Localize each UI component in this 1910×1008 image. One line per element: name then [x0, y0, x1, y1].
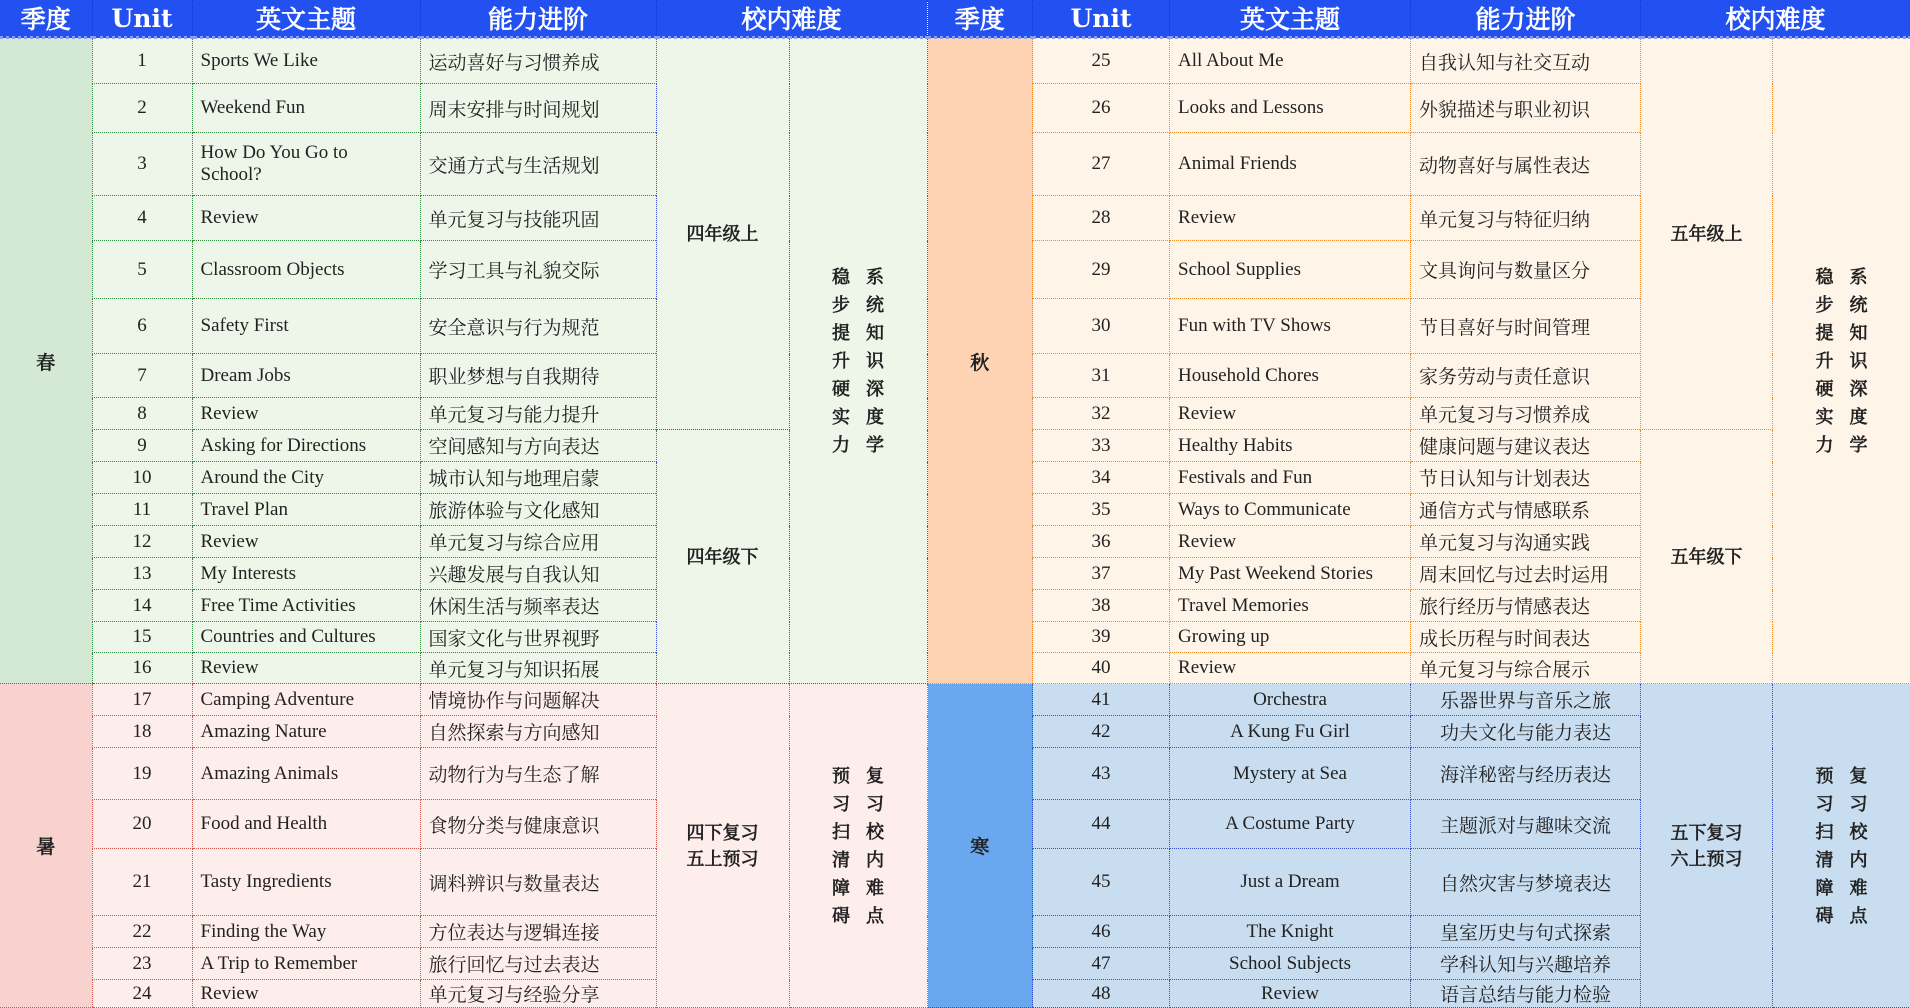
ability-progression: 语言总结与能力检验: [1411, 980, 1641, 1008]
table-row: [928, 430, 1910, 462]
english-topic: Review: [1170, 398, 1411, 430]
unit-number: 32: [1033, 398, 1170, 430]
difficulty-cell: [789, 38, 927, 684]
english-topic: Sports We Like: [192, 38, 420, 84]
difficulty-char: 内: [1849, 849, 1868, 870]
english-topic: Review: [1170, 196, 1411, 241]
unit-number: 38: [1033, 590, 1170, 622]
difficulty-char: 提: [832, 323, 850, 343]
difficulty-char: 识: [866, 351, 884, 371]
unit-number: 41: [1033, 684, 1170, 716]
ability-progression: 主题派对与趣味交流: [1411, 800, 1641, 849]
unit-number: 4: [92, 196, 192, 241]
unit-number: 2: [92, 84, 192, 133]
difficulty-char: 碍: [832, 905, 850, 926]
difficulty-cell: [1773, 684, 1910, 1008]
difficulty-char: 知: [866, 323, 884, 343]
ability-progression: 单元复习与经验分享: [420, 980, 656, 1008]
ability-progression: 动物行为与生态了解: [420, 748, 656, 800]
unit-number: 47: [1033, 948, 1170, 980]
ability-progression: 单元复习与沟通实践: [1411, 526, 1641, 558]
english-topic: Fun with TV Shows: [1170, 299, 1411, 354]
difficulty-char: 学: [866, 435, 884, 455]
difficulty-char: 力: [832, 435, 850, 455]
header-row: [928, 0, 1910, 38]
ability-progression: 单元复习与能力提升: [420, 398, 656, 430]
unit-number: 25: [1033, 38, 1170, 84]
ability-progression: 安全意识与行为规范: [420, 299, 656, 354]
table-row: [928, 684, 1910, 716]
english-topic: Review: [1170, 526, 1411, 558]
column-header: 能力进阶: [420, 0, 656, 38]
ability-progression: 学科认知与兴趣培养: [1411, 948, 1641, 980]
ability-progression: 单元复习与综合展示: [1411, 653, 1641, 684]
unit-number: 34: [1033, 462, 1170, 494]
difficulty-char: 识: [1849, 351, 1868, 371]
difficulty-col2: [866, 263, 884, 459]
column-header: 校内难度: [1641, 0, 1910, 38]
left-table: [0, 0, 928, 1008]
difficulty-text: [798, 762, 919, 930]
grade-level-cell: 五下复习 六上预习: [1641, 684, 1773, 1008]
english-topic: Countries and Cultures: [192, 622, 420, 653]
english-topic: Review: [1170, 653, 1411, 684]
difficulty-char: 深: [866, 379, 884, 399]
english-topic: Orchestra: [1170, 684, 1411, 716]
ability-progression: 兴趣发展与自我认知: [420, 558, 656, 590]
ability-progression: 旅游体验与文化感知: [420, 494, 656, 526]
difficulty-char: 点: [1849, 905, 1868, 926]
ability-progression: 单元复习与知识拓展: [420, 653, 656, 684]
ability-progression: 乐器世界与音乐之旅: [1411, 684, 1641, 716]
difficulty-char: 难: [866, 877, 884, 898]
ability-progression: 交通方式与生活规划: [420, 133, 656, 196]
unit-number: 24: [92, 980, 192, 1008]
english-topic: Ways to Communicate: [1170, 494, 1411, 526]
english-topic: Asking for Directions: [192, 430, 420, 462]
grade-level-cell: 五年级下: [1641, 430, 1773, 684]
unit-number: 14: [92, 590, 192, 622]
difficulty-char: 预: [1815, 765, 1834, 786]
grade-level-cell: 五年级上: [1641, 38, 1773, 430]
difficulty-col1: [1816, 263, 1834, 459]
unit-number: 7: [92, 354, 192, 398]
difficulty-text: [1781, 762, 1902, 930]
column-header: Unit: [92, 0, 192, 38]
unit-number: 15: [92, 622, 192, 653]
ability-progression: 自然探索与方向感知: [420, 716, 656, 748]
difficulty-col2: [1850, 263, 1868, 459]
english-topic: Amazing Animals: [192, 748, 420, 800]
difficulty-char: 统: [1849, 295, 1868, 315]
difficulty-char: 点: [866, 905, 884, 926]
english-topic: Tasty Ingredients: [192, 849, 420, 916]
english-topic: Review: [192, 196, 420, 241]
season-cell: 寒: [928, 684, 1033, 1008]
unit-number: 33: [1033, 430, 1170, 462]
ability-progression: 海洋秘密与经历表达: [1411, 748, 1641, 800]
difficulty-text: [1781, 263, 1902, 459]
difficulty-char: 步: [1815, 295, 1834, 315]
english-topic: Food and Health: [192, 800, 420, 849]
english-topic: My Past Weekend Stories: [1170, 558, 1411, 590]
unit-number: 8: [92, 398, 192, 430]
grade-level-cell: 四年级下: [656, 430, 789, 684]
unit-number: 35: [1033, 494, 1170, 526]
unit-number: 21: [92, 849, 192, 916]
english-topic: Weekend Fun: [192, 84, 420, 133]
ability-progression: 旅行经历与情感表达: [1411, 590, 1641, 622]
ability-progression: 运动喜好与习惯养成: [420, 38, 656, 84]
ability-progression: 外貌描述与职业初识: [1411, 84, 1641, 133]
unit-number: 31: [1033, 354, 1170, 398]
difficulty-char: 系: [1849, 267, 1868, 287]
difficulty-cell: [1773, 38, 1910, 684]
difficulty-cell: [789, 684, 927, 1008]
english-topic: How Do You Go to School?: [192, 133, 420, 196]
difficulty-char: 实: [832, 407, 850, 427]
unit-number: 43: [1033, 748, 1170, 800]
ability-progression: 空间感知与方向表达: [420, 430, 656, 462]
unit-number: 44: [1033, 800, 1170, 849]
right-table: [928, 0, 1910, 1008]
ability-progression: 单元复习与技能巩固: [420, 196, 656, 241]
english-topic: A Kung Fu Girl: [1170, 716, 1411, 748]
english-topic: Healthy Habits: [1170, 430, 1411, 462]
unit-number: 37: [1033, 558, 1170, 590]
english-topic: Finding the Way: [192, 916, 420, 948]
column-header: Unit: [1033, 0, 1170, 38]
english-topic: The Knight: [1170, 916, 1411, 948]
unit-number: 20: [92, 800, 192, 849]
difficulty-char: 系: [866, 267, 884, 287]
ability-progression: 皇室历史与句式探索: [1411, 916, 1641, 948]
difficulty-char: 复: [1849, 765, 1868, 786]
english-topic: Household Chores: [1170, 354, 1411, 398]
unit-number: 11: [92, 494, 192, 526]
english-topic: Dream Jobs: [192, 354, 420, 398]
ability-progression: 调料辨识与数量表达: [420, 849, 656, 916]
difficulty-char: 习: [832, 793, 850, 814]
unit-number: 39: [1033, 622, 1170, 653]
difficulty-char: 硬: [832, 379, 850, 399]
difficulty-text: [798, 263, 919, 459]
ability-progression: 节日认知与计划表达: [1411, 462, 1641, 494]
unit-number: 9: [92, 430, 192, 462]
difficulty-char: 难: [1849, 877, 1868, 898]
ability-progression: 自然灾害与梦境表达: [1411, 849, 1641, 916]
difficulty-char: 稳: [832, 267, 850, 287]
english-topic: Review: [192, 526, 420, 558]
difficulty-col1: [1816, 762, 1834, 930]
ability-progression: 食物分类与健康意识: [420, 800, 656, 849]
difficulty-char: 习: [866, 793, 884, 814]
english-topic: A Trip to Remember: [192, 948, 420, 980]
season-cell: 暑: [0, 684, 92, 1008]
ability-progression: 文具询问与数量区分: [1411, 241, 1641, 299]
english-topic: Review: [192, 653, 420, 684]
difficulty-char: 稳: [1815, 267, 1834, 287]
english-topic: School Supplies: [1170, 241, 1411, 299]
difficulty-char: 步: [832, 295, 850, 315]
english-topic: Around the City: [192, 462, 420, 494]
unit-number: 30: [1033, 299, 1170, 354]
grade-level-cell: 四下复习 五上预习: [656, 684, 789, 1008]
unit-number: 29: [1033, 241, 1170, 299]
english-topic: Review: [192, 980, 420, 1008]
difficulty-char: 习: [1849, 793, 1868, 814]
ability-progression: 功夫文化与能力表达: [1411, 716, 1641, 748]
table-row: [0, 38, 927, 84]
difficulty-char: 升: [1815, 351, 1834, 371]
english-topic: Festivals and Fun: [1170, 462, 1411, 494]
unit-number: 12: [92, 526, 192, 558]
unit-number: 6: [92, 299, 192, 354]
ability-progression: 健康问题与建议表达: [1411, 430, 1641, 462]
column-header: 校内难度: [656, 0, 927, 38]
ability-progression: 动物喜好与属性表达: [1411, 133, 1641, 196]
unit-number: 48: [1033, 980, 1170, 1008]
english-topic: Amazing Nature: [192, 716, 420, 748]
difficulty-char: 力: [1815, 435, 1834, 455]
difficulty-char: 清: [1815, 849, 1834, 870]
grade-level-cell: 四年级上: [656, 38, 789, 430]
english-topic: Just a Dream: [1170, 849, 1411, 916]
ability-progression: 学习工具与礼貌交际: [420, 241, 656, 299]
english-topic: Growing up: [1170, 622, 1411, 653]
season-cell: 春: [0, 38, 92, 684]
ability-progression: 周末安排与时间规划: [420, 84, 656, 133]
difficulty-char: 扫: [832, 821, 850, 842]
unit-number: 22: [92, 916, 192, 948]
ability-progression: 周末回忆与过去时运用: [1411, 558, 1641, 590]
difficulty-char: 深: [1849, 379, 1868, 399]
unit-number: 23: [92, 948, 192, 980]
difficulty-col2: [1850, 762, 1868, 930]
column-header: 季度: [928, 0, 1033, 38]
english-topic: Looks and Lessons: [1170, 84, 1411, 133]
english-topic: Mystery at Sea: [1170, 748, 1411, 800]
english-topic: All About Me: [1170, 38, 1411, 84]
difficulty-char: 度: [866, 407, 884, 427]
difficulty-char: 预: [832, 765, 850, 786]
unit-number: 28: [1033, 196, 1170, 241]
difficulty-col2: [866, 762, 884, 930]
unit-number: 5: [92, 241, 192, 299]
difficulty-char: 实: [1815, 407, 1834, 427]
english-topic: Camping Adventure: [192, 684, 420, 716]
english-topic: Review: [1170, 980, 1411, 1008]
english-topic: Animal Friends: [1170, 133, 1411, 196]
ability-progression: 单元复习与综合应用: [420, 526, 656, 558]
english-topic: Travel Plan: [192, 494, 420, 526]
english-topic: Review: [192, 398, 420, 430]
column-header: 英文主题: [192, 0, 420, 38]
english-topic: School Subjects: [1170, 948, 1411, 980]
unit-number: 3: [92, 133, 192, 196]
unit-number: 13: [92, 558, 192, 590]
table-row: [0, 684, 927, 716]
difficulty-char: 习: [1815, 793, 1834, 814]
english-topic: A Costume Party: [1170, 800, 1411, 849]
difficulty-char: 复: [866, 765, 884, 786]
ability-progression: 单元复习与习惯养成: [1411, 398, 1641, 430]
difficulty-char: 清: [832, 849, 850, 870]
table-row: [928, 38, 1910, 84]
ability-progression: 城市认知与地理启蒙: [420, 462, 656, 494]
unit-number: 1: [92, 38, 192, 84]
unit-number: 27: [1033, 133, 1170, 196]
unit-number: 10: [92, 462, 192, 494]
ability-progression: 单元复习与特征归纳: [1411, 196, 1641, 241]
ability-progression: 休闲生活与频率表达: [420, 590, 656, 622]
difficulty-char: 内: [866, 849, 884, 870]
english-topic: Classroom Objects: [192, 241, 420, 299]
ability-progression: 节目喜好与时间管理: [1411, 299, 1641, 354]
difficulty-char: 校: [1849, 821, 1868, 842]
column-header: 季度: [0, 0, 92, 38]
unit-number: 26: [1033, 84, 1170, 133]
column-header: 能力进阶: [1411, 0, 1641, 38]
english-topic: Travel Memories: [1170, 590, 1411, 622]
ability-progression: 通信方式与情感联系: [1411, 494, 1641, 526]
difficulty-char: 知: [1849, 323, 1868, 343]
difficulty-char: 度: [1849, 407, 1868, 427]
difficulty-col1: [832, 263, 850, 459]
header-row: [0, 0, 927, 38]
difficulty-char: 扫: [1815, 821, 1834, 842]
unit-number: 40: [1033, 653, 1170, 684]
unit-number: 42: [1033, 716, 1170, 748]
difficulty-char: 障: [1815, 877, 1834, 898]
english-topic: Safety First: [192, 299, 420, 354]
difficulty-char: 提: [1815, 323, 1834, 343]
difficulty-char: 障: [832, 877, 850, 898]
unit-number: 18: [92, 716, 192, 748]
difficulty-char: 校: [866, 821, 884, 842]
ability-progression: 自我认知与社交互动: [1411, 38, 1641, 84]
unit-number: 46: [1033, 916, 1170, 948]
table-row: [0, 430, 927, 462]
unit-number: 17: [92, 684, 192, 716]
difficulty-char: 硬: [1815, 379, 1834, 399]
unit-number: 36: [1033, 526, 1170, 558]
difficulty-char: 碍: [1815, 905, 1834, 926]
difficulty-char: 统: [866, 295, 884, 315]
season-cell: 秋: [928, 38, 1033, 684]
ability-progression: 国家文化与世界视野: [420, 622, 656, 653]
english-topic: My Interests: [192, 558, 420, 590]
ability-progression: 情境协作与问题解决: [420, 684, 656, 716]
ability-progression: 旅行回忆与过去表达: [420, 948, 656, 980]
column-header: 英文主题: [1170, 0, 1411, 38]
ability-progression: 家务劳动与责任意识: [1411, 354, 1641, 398]
difficulty-char: 学: [1849, 435, 1868, 455]
ability-progression: 职业梦想与自我期待: [420, 354, 656, 398]
unit-number: 45: [1033, 849, 1170, 916]
english-topic: Free Time Activities: [192, 590, 420, 622]
ability-progression: 方位表达与逻辑连接: [420, 916, 656, 948]
unit-number: 16: [92, 653, 192, 684]
unit-number: 19: [92, 748, 192, 800]
difficulty-col1: [832, 762, 850, 930]
difficulty-char: 升: [832, 351, 850, 371]
ability-progression: 成长历程与时间表达: [1411, 622, 1641, 653]
